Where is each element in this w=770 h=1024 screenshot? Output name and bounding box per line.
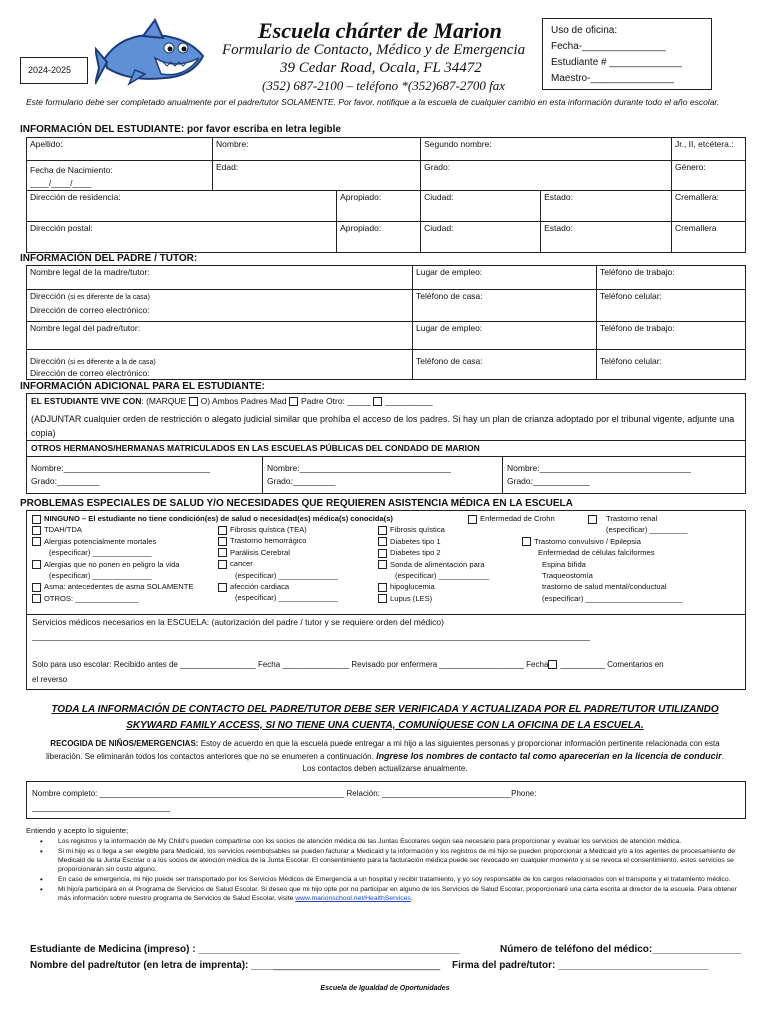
health-renal-spec: (especificar) _________ bbox=[606, 525, 688, 535]
mother-home-phone-field[interactable]: Teléfono de casa: bbox=[413, 290, 597, 322]
health-divider bbox=[26, 614, 746, 615]
health-diabetes2: Diabetes tipo 2 bbox=[390, 548, 441, 558]
shark-mascot-icon bbox=[95, 18, 215, 93]
student-info-table bbox=[26, 137, 746, 253]
mother-address-note: (si es diferente de la casa) bbox=[67, 294, 150, 301]
health-other: OTROS: _______________ bbox=[44, 593, 139, 603]
father-home-phone-field[interactable]: Teléfono de casa: bbox=[413, 350, 597, 380]
health-tracheostomy: Traqueostomía bbox=[542, 571, 593, 581]
other-checkbox[interactable] bbox=[32, 594, 41, 603]
health-bleeding: Trastorno hemorrágico bbox=[230, 536, 307, 546]
lives-with-text-b: O) Ambos Padres Mad bbox=[200, 396, 287, 406]
mailing-apt-field[interactable]: Apropiado: bbox=[337, 222, 421, 253]
mother-address-label: Dirección bbox=[30, 291, 66, 301]
health-services-link[interactable]: www.marionschool.net/HealthServices bbox=[295, 895, 411, 902]
parent-name-line[interactable]: ______________________________ bbox=[273, 960, 441, 971]
consent-bullet-4-end: . bbox=[410, 895, 413, 902]
mailing-city-field[interactable]: Ciudad: bbox=[421, 222, 541, 253]
renal-checkbox[interactable] bbox=[588, 515, 597, 524]
lives-with-checkbox-2[interactable] bbox=[289, 397, 298, 406]
consent-intro: Entiendo y acepto lo siguiente; bbox=[26, 826, 129, 835]
pickup-end: . Los contactos deben actualizarse anualmente. bbox=[302, 752, 724, 773]
parent-info-heading: INFORMACIÓN DEL PADRE / TUTOR: bbox=[20, 253, 198, 264]
health-mental: trastorno de salud mental/conductual bbox=[542, 582, 667, 592]
sibling-col-divider-2 bbox=[502, 456, 503, 494]
verify-line-2: SKYWARD FAMILY ACCESS, SI NO TIENE UNA CUENTA, COMUNÍQUESE CON LA OFICINA DE LA ESCUELA. bbox=[126, 720, 644, 731]
mother-work-phone-field[interactable]: Teléfono de trabajo: bbox=[597, 266, 746, 290]
health-seizure: Trastorno convulsivo / Epilepsia bbox=[534, 536, 641, 546]
siblings-divider bbox=[26, 440, 746, 441]
sibling-1-grade: Grado:_________ bbox=[31, 476, 100, 486]
consent-bullet-4 bbox=[26, 885, 742, 903]
cancer-checkbox[interactable] bbox=[218, 560, 227, 569]
health-cf: Fibrosis quística bbox=[390, 525, 445, 535]
residence-address-field[interactable]: Dirección de residencia: bbox=[27, 191, 337, 222]
pickup-emph: Ingrese los nombres de contacto tal como aparecerían en la licencia de conducir bbox=[376, 751, 722, 761]
siblings-divider-2 bbox=[26, 456, 746, 457]
health-severe-allergy: Alergias potencialmente mortales bbox=[44, 536, 157, 546]
health-mild-allergy: Alergias que no ponen en peligro la vida bbox=[44, 559, 180, 569]
health-asthma: Asma: antecedentes de asma SOLAMENTE bbox=[44, 582, 194, 592]
sibling-3-name: Nombre:________________________________ bbox=[507, 463, 691, 473]
birthdate-line: ____/____/____ bbox=[30, 178, 92, 188]
feeding-tube-checkbox[interactable] bbox=[378, 560, 387, 569]
lives-with-text-a: : (MARQUE bbox=[141, 396, 187, 406]
sibling-3-grade: Grado:____________ bbox=[507, 476, 590, 486]
health-cardiac: afección cardiaca bbox=[230, 582, 290, 592]
custody-note: (ADJUNTAR cualquier orden de restricción o alegato judicial similar que prohíba el acceso de los padres. Si hay un plan de crianza adoptado por el tribunal vigente, adjunte una copia) bbox=[31, 414, 735, 438]
contact-box bbox=[26, 781, 746, 819]
services-label: Servicios médicos necesarios en la ESCUELA: (autorización del padre / tutor y se requiere orden del médico) bbox=[32, 617, 444, 627]
sibling-2[interactable] bbox=[267, 462, 451, 488]
parent-info-table bbox=[26, 265, 746, 380]
health-sickle-cell: Enfermedad de células falciformes bbox=[538, 548, 655, 558]
health-adhd: TDAH/TDA bbox=[44, 525, 82, 535]
student-name-field[interactable]: Estudiante de Medicina (impreso) : _______________________________________________ bbox=[30, 944, 460, 955]
asthma-checkbox[interactable] bbox=[32, 583, 41, 592]
cardiac-checkbox[interactable] bbox=[218, 583, 227, 592]
sibling-2-name: Nombre:________________________________ bbox=[267, 463, 451, 473]
mild-allergy-checkbox[interactable] bbox=[32, 560, 41, 569]
health-feeding-tube: Sonda de alimentación para bbox=[390, 559, 485, 569]
father-cell-phone-field[interactable]: Teléfono celular: bbox=[597, 350, 746, 380]
office-use-box bbox=[542, 18, 712, 90]
health-cancer-spec: (especificar) ______________ bbox=[235, 570, 338, 580]
health-none: NINGUNO – El estudiante no tiene condición(es) de salud o necesidad(es) médica(s) conocida(s) bbox=[44, 514, 393, 523]
father-email-label: Dirección de correo electrónico: bbox=[30, 368, 150, 378]
lives-with-text-d: __________ bbox=[385, 396, 433, 406]
school-use-text-b: __________ Comentarios en bbox=[560, 660, 664, 669]
residence-state-field[interactable]: Estado: bbox=[541, 191, 672, 222]
sibling-1-name: Nombre:_______________________________ bbox=[31, 463, 211, 473]
health-lupus: Lupus (LES) bbox=[390, 593, 433, 603]
lupus-checkbox[interactable] bbox=[378, 594, 387, 603]
health-feeding-tube-spec: (especificar) ____________ bbox=[395, 571, 490, 581]
school-use-row bbox=[32, 660, 664, 669]
contact-line[interactable]: _______________________________ bbox=[32, 803, 170, 812]
contact-fields[interactable]: Nombre completo: _______________________________________________________ Relación: _____________________________Phone: bbox=[32, 789, 537, 798]
residence-city-field[interactable]: Ciudad: bbox=[421, 191, 541, 222]
verify-line-1: TODA LA INFORMACIÓN DE CONTACTO DEL PADRE/TUTOR DEBE SER VERIFICADA Y ACTUALIZADA POR EL PADRE/TUTOR UTILIZANDO bbox=[51, 704, 719, 715]
office-use-title: Uso de oficina: bbox=[551, 25, 618, 36]
health-renal: Trastorno renal bbox=[606, 514, 658, 523]
parent-name-label: Nombre del padre/tutor (en letra de imprenta): ____ bbox=[30, 960, 274, 971]
last-name-field[interactable]: Apellido: bbox=[27, 138, 213, 161]
adhd-checkbox[interactable] bbox=[32, 526, 41, 535]
gender-field[interactable]: Género: bbox=[671, 161, 745, 191]
health-cf-tea: Fibrosis quística (TEA) bbox=[230, 525, 307, 534]
office-date: Fecha-_______________ bbox=[551, 41, 666, 52]
lives-with-checkbox-3[interactable] bbox=[373, 397, 382, 406]
services-line[interactable]: ______________________________________________________________________________________________________________________ bbox=[32, 631, 590, 641]
mother-name-field[interactable]: Nombre legal de la madre/tutor: bbox=[27, 266, 413, 290]
mother-employer-field[interactable]: Lugar de empleo: bbox=[413, 266, 597, 290]
pickup-bold: RECOGIDA DE NIÑOS/EMERGENCIAS: bbox=[50, 739, 199, 748]
severe-allergy-checkbox[interactable] bbox=[32, 537, 41, 546]
residence-zip-field[interactable]: Cremallera: bbox=[671, 191, 745, 222]
father-work-phone-field[interactable]: Teléfono de trabajo: bbox=[597, 322, 746, 350]
mailing-zip-field[interactable]: Cremallera bbox=[671, 222, 745, 253]
sibling-2-grade: Grado:_________ bbox=[267, 476, 336, 486]
mailing-state-field[interactable]: Estado: bbox=[541, 222, 672, 253]
health-diabetes1: Diabetes tipo 1 bbox=[390, 536, 441, 546]
lives-with-row bbox=[31, 396, 433, 406]
father-address-label: Dirección bbox=[30, 356, 66, 366]
middle-name-field[interactable]: Segundo nombre: bbox=[421, 138, 672, 161]
consent-list bbox=[26, 837, 742, 904]
diabetes1-checkbox[interactable] bbox=[378, 537, 387, 546]
consent-bullet-3: • En caso de emergencia, mi hijo puede ser transportado por los Servicios Médicos de Emergencia a un hospital y recibir tratamiento, y yo soy responsable de los cargos relacionados con el transporte y el tratamiento médico. bbox=[26, 875, 742, 884]
siblings-heading: OTROS HERMANOS/HERMANAS MATRICULADOS EN LAS ESCUELAS PÚBLICAS DEL CONDADO DE MARION bbox=[31, 443, 480, 453]
health-heading: PROBLEMAS ESPECIALES DE SALUD Y/O NECESIDADES QUE REQUIEREN ASISTENCIA MÉDICA EN LA ESCUELA bbox=[20, 498, 573, 509]
age-field[interactable]: Edad: bbox=[213, 161, 421, 191]
father-address-note: (si es diferente a la de casa) bbox=[67, 359, 156, 366]
health-severe-allergy-spec: (especificar) ______________ bbox=[49, 548, 152, 558]
footer-text: Escuela de Igualdad de Oportunidades bbox=[320, 985, 450, 992]
student-info-heading: INFORMACIÓN DEL ESTUDIANTE: por favor escriba en letra legible bbox=[20, 124, 341, 135]
pickup-body: Estoy de acuerdo en que la escuela puede entregar a mi hijo a las siguientes personas y proporcionar información pertinente relacionada con esta liberación. Se eliminarán todos los contactos anteriores que no se enumeren a continuación. bbox=[46, 739, 720, 761]
sibling-col-divider-1 bbox=[262, 456, 263, 494]
doctor-phone-field[interactable]: Número de teléfono del médico:________________ bbox=[500, 944, 742, 955]
mother-email-label: Dirección de correo electrónico: bbox=[30, 305, 150, 315]
intro-text: Este formulario debe ser completado anualmente por el padre/tutor SOLAMENTE. Por favor, notifique a la escuela de cualquier cambio en esta información durante todo el año escolar. bbox=[26, 97, 720, 107]
school-use-checkbox[interactable] bbox=[548, 660, 557, 669]
health-col-4 bbox=[522, 513, 687, 604]
consent-bullet-4-text: Mi hijo/a participará en el Programa de Servicios de Salud Escolar. Si deseo que mi hijo opte por no participar en alguno de los Servicios de Salud Escolar, proporcionaré una carta escrita al director de la escuela. Para obtener más información sobre nuestro programa de Servicios de Salud Escolar, visite bbox=[58, 886, 737, 902]
additional-info-heading: INFORMACIÓN ADICIONAL PARA EL ESTUDIANTE: bbox=[20, 381, 265, 392]
crohn-checkbox[interactable] bbox=[468, 515, 477, 524]
parent-signature-field[interactable]: Firma del padre/tutor: ___________________________ bbox=[452, 960, 709, 971]
first-name-field[interactable]: Nombre: bbox=[213, 138, 421, 161]
health-spina-bifida: Espina bífida bbox=[542, 559, 586, 569]
form-title: Formulario de Contacto, Médico y de Emergencia bbox=[222, 42, 526, 58]
health-mild-allergy-spec: (especificar) ______________ bbox=[49, 571, 152, 581]
mother-address-field[interactable] bbox=[27, 290, 413, 322]
suffix-field[interactable]: Jr., II, etcétera.: bbox=[671, 138, 745, 161]
grade-field[interactable]: Grado: bbox=[421, 161, 672, 191]
health-mental-spec: (especificar) _______________________ bbox=[542, 593, 683, 603]
health-col-2 bbox=[218, 524, 338, 604]
cf-tea-checkbox[interactable] bbox=[218, 526, 227, 535]
birthdate-label: Fecha de Nacimiento: bbox=[30, 165, 113, 175]
school-name: Escuela chárter de Marion bbox=[258, 18, 502, 43]
birthdate-field[interactable] bbox=[27, 161, 213, 191]
health-cp: Parálisis Cerebral bbox=[230, 547, 290, 557]
office-student: Estudiante # _____________ bbox=[551, 57, 682, 68]
hypoglycemia-checkbox[interactable] bbox=[378, 583, 387, 592]
cf-checkbox[interactable] bbox=[378, 526, 387, 535]
health-cancer: cancer bbox=[230, 559, 253, 569]
lives-with-text-c: Padre Otro: _____ bbox=[300, 396, 371, 406]
residence-apt-field[interactable]: Apropiado: bbox=[337, 191, 421, 222]
lives-with-label: EL ESTUDIANTE VIVE CON bbox=[31, 396, 142, 406]
pickup-text bbox=[40, 738, 730, 775]
year-label: 2024-2025 bbox=[28, 65, 72, 75]
mailing-address-field[interactable]: Dirección postal: bbox=[27, 222, 337, 253]
cp-checkbox[interactable] bbox=[218, 548, 227, 557]
bleeding-checkbox[interactable] bbox=[218, 537, 227, 546]
seizure-checkbox[interactable] bbox=[522, 537, 531, 546]
school-address: 39 Cedar Road, Ocala, FL 34472 bbox=[280, 60, 482, 76]
none-checkbox[interactable] bbox=[32, 515, 41, 524]
sibling-1[interactable] bbox=[31, 462, 210, 488]
father-employer-field[interactable]: Lugar de empleo: bbox=[413, 322, 597, 350]
parent-name-row bbox=[30, 960, 440, 971]
sibling-3[interactable] bbox=[507, 462, 691, 488]
school-use-text: Solo para uso escolar: Recibido antes de _________________ Fecha _______________ Revisado por enfermera ___________________ Fecha bbox=[32, 660, 549, 669]
office-teacher: Maestro-_______________ bbox=[551, 73, 674, 84]
health-crohn: Enfermedad de Crohn bbox=[480, 514, 555, 523]
health-hypoglycemia: hipoglucemia bbox=[390, 582, 435, 592]
health-cardiac-spec: (especificar) ______________ bbox=[235, 593, 338, 603]
diabetes2-checkbox[interactable] bbox=[378, 549, 387, 558]
school-use-reverse: el reverso bbox=[32, 675, 68, 684]
lives-with-checkbox-1[interactable] bbox=[189, 397, 198, 406]
mother-cell-phone-field[interactable]: Teléfono celular: bbox=[597, 290, 746, 322]
consent-bullet-1: • Los registros y la información de My Child's pueden compartirse con los socios de atención médica de las Juntas Escolares según sea necesario para proporcionar y evaluar los servicios de atención médica. bbox=[26, 837, 742, 846]
school-phones: (352) 687-2100 – teléfono *(352)687-2700 fax bbox=[262, 78, 505, 93]
consent-bullet-2: • Si mi hijo es o llega a ser elegible para Medicaid, los servicios reembolsables se pueden facturar a Medicaid y la información y los registros de mi hijo se pueden proporcionar a Medicaid y/o a los agentes de procesamiento de Medicaid de la Junta Escolar o a los socios de atención médica de la Junta Escolar. El consentimiento para la facturación médica puede ser revocado en cualquier momento y si se revoca el consentimiento, estos servicios se proporcionarán sin costo alguno. bbox=[26, 847, 742, 874]
father-address-field[interactable] bbox=[27, 350, 413, 380]
father-name-field[interactable]: Nombre legal del padre/tutor: bbox=[27, 322, 413, 350]
health-col-1 bbox=[32, 513, 393, 604]
